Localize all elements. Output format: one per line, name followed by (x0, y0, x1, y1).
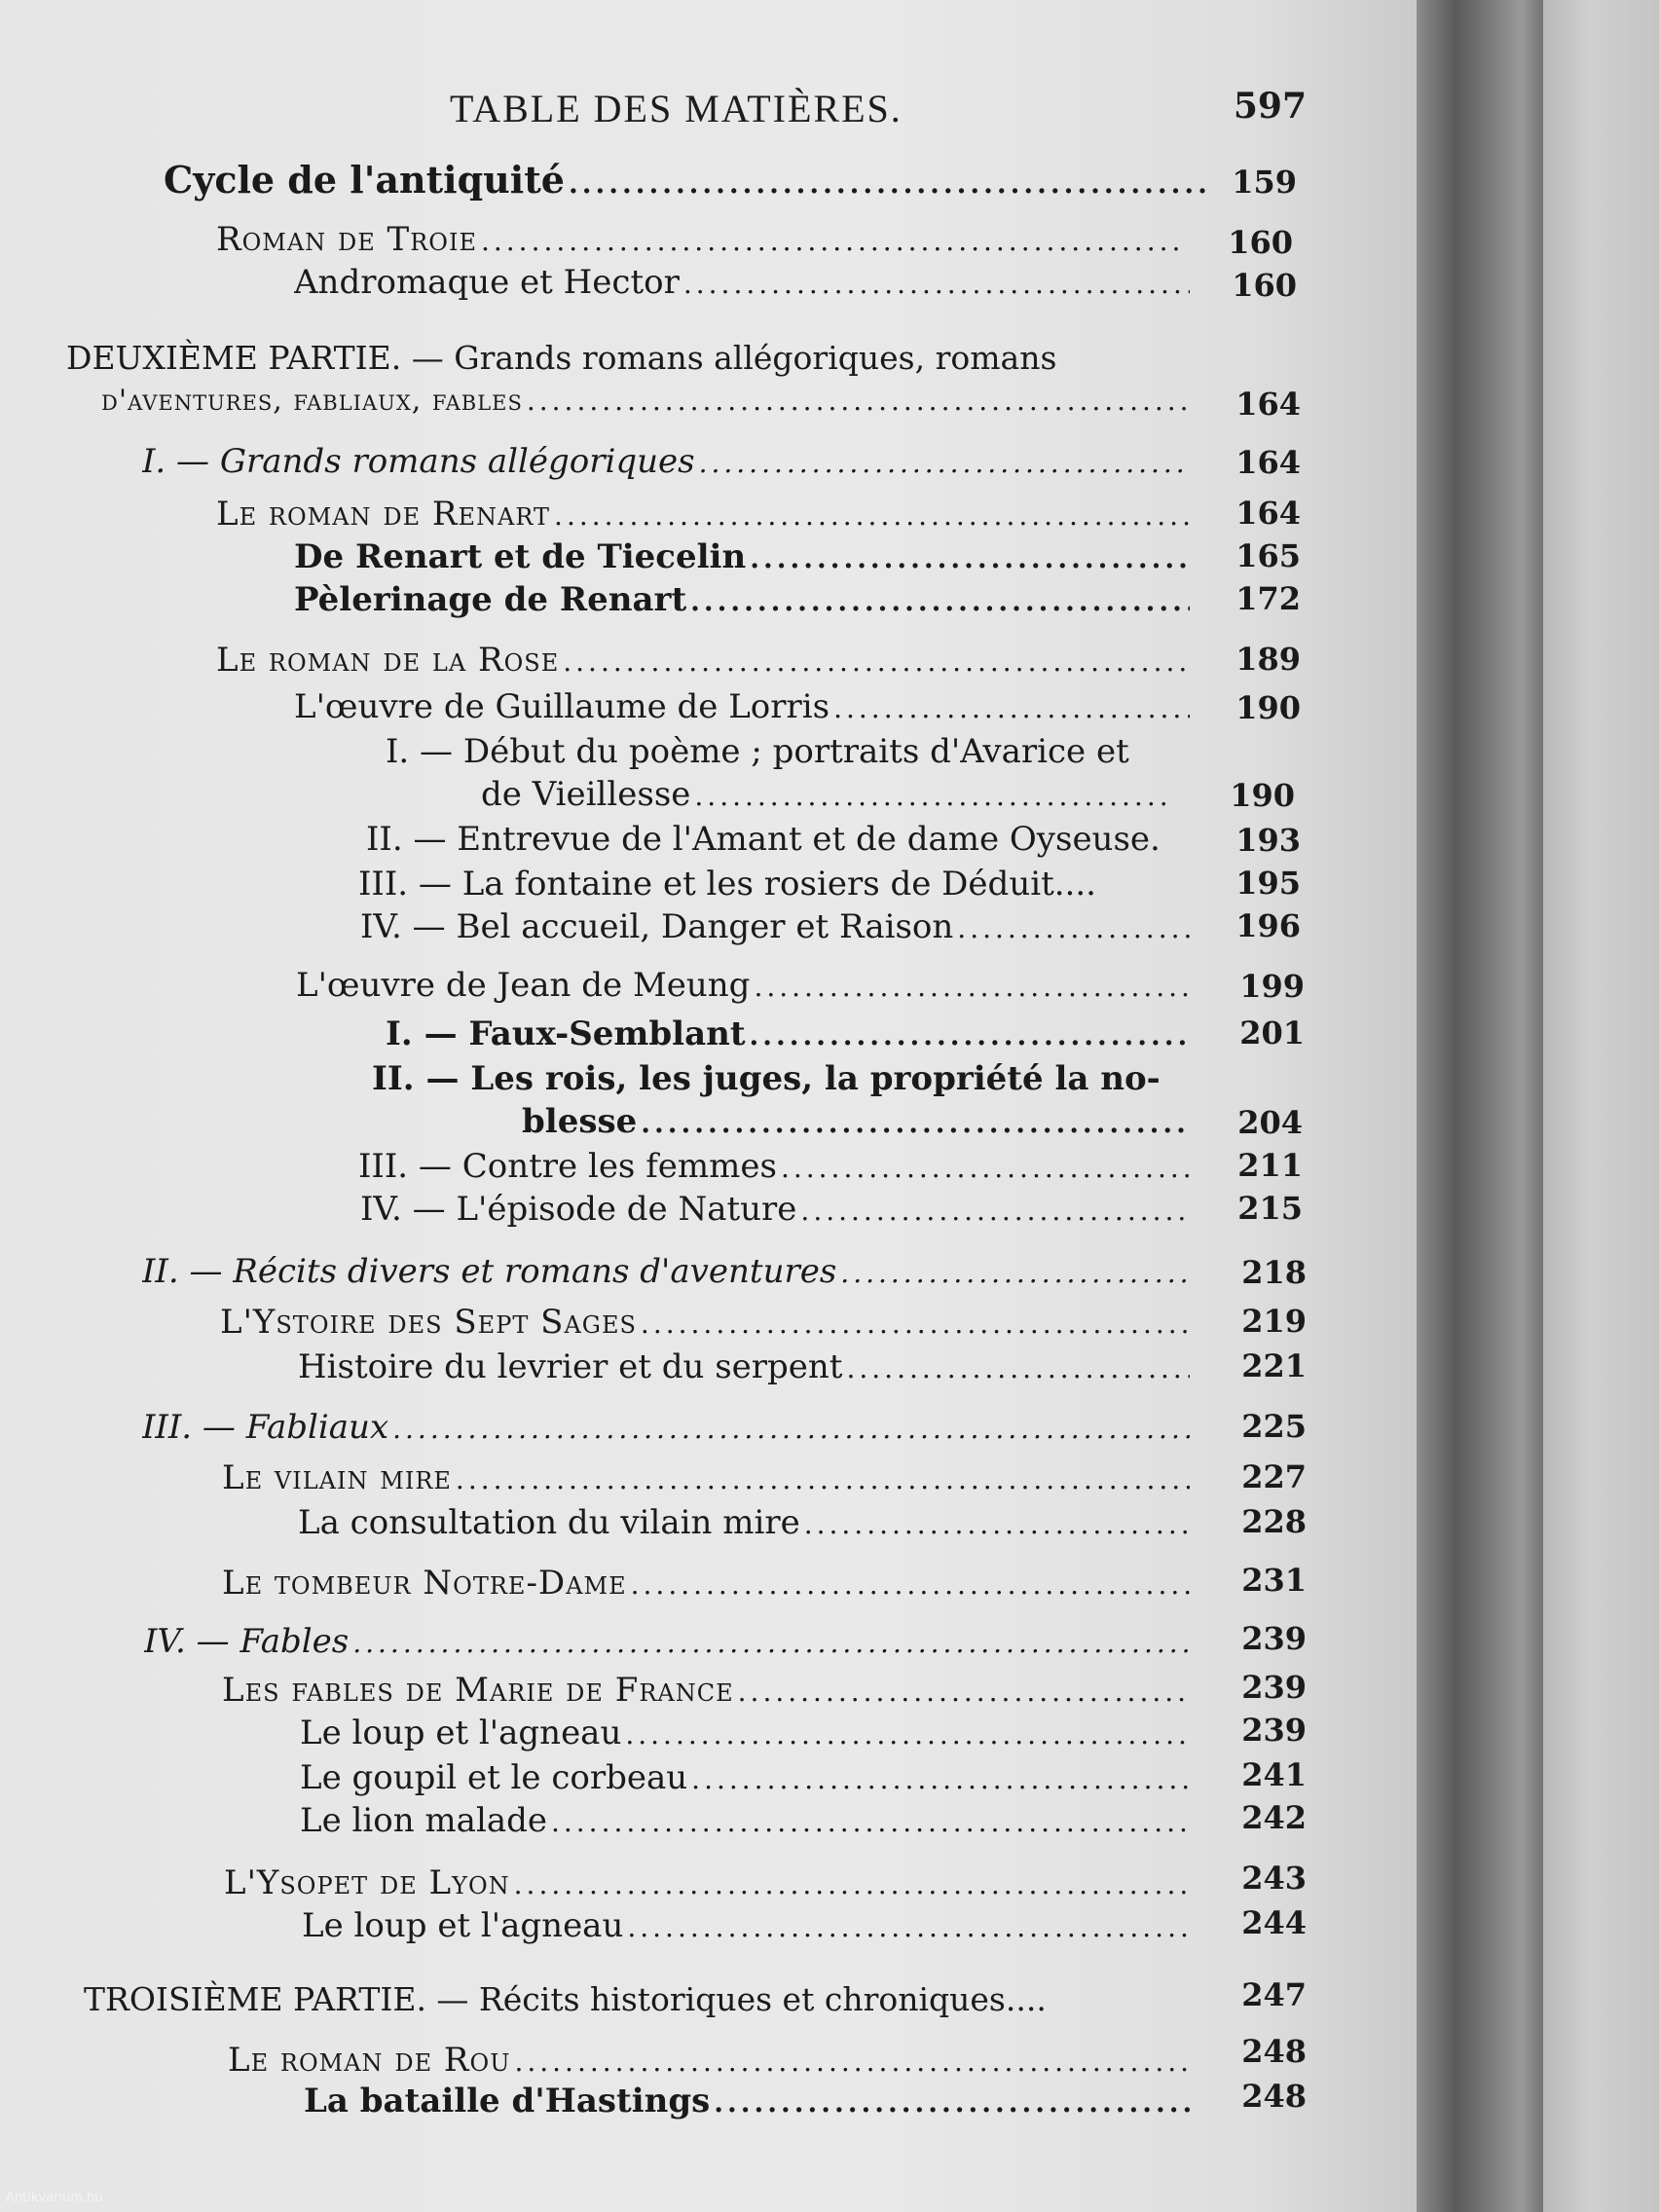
toc-entry-title: II. — Entrevue de l'Amant et de dame Oyseuse. (366, 820, 1161, 859)
toc-entry-title: Cycle de l'antiquité (164, 158, 565, 202)
toc-entry (294, 263, 1196, 302)
leader-dots (699, 447, 1190, 479)
toc-entry-page: 243 (1241, 1860, 1307, 1897)
leader-dots (631, 1568, 1190, 1601)
toc-entry (222, 1671, 1196, 1710)
toc-entry-page: 227 (1241, 1458, 1307, 1495)
leader-dots (694, 780, 1174, 812)
leader-dots (750, 1019, 1190, 1051)
leader-dots (750, 542, 1190, 574)
toc-entry (294, 687, 1196, 726)
leader-dots (481, 225, 1184, 257)
toc-entry-page: 204 (1237, 1104, 1303, 1141)
toc-entry-title: La bataille d'Hastings (304, 2082, 711, 2120)
toc-entry-page: 211 (1237, 1147, 1303, 1184)
toc-entry-title: Les fables de Marie de France (222, 1671, 734, 1710)
toc-entry-title: Histoire du levrier et du serpent (298, 1347, 843, 1386)
toc-entry-page: 199 (1239, 968, 1305, 1005)
toc-entry-title: III. — Contre les femmes (358, 1147, 777, 1186)
leader-dots (714, 2086, 1190, 2119)
toc-entry-title: L'Ystoire des Sept Sages (220, 1303, 637, 1342)
toc-entry (224, 1863, 1196, 1902)
toc-entry-title: Pèlerinage de Renart (294, 580, 687, 619)
leader-dots (690, 585, 1190, 617)
toc-entry (296, 966, 1196, 1005)
toc-entry-page: 190 (1230, 777, 1295, 814)
leader-dots (738, 1676, 1190, 1708)
toc-entry (386, 1014, 1196, 1053)
toc-entry-title: I. — Grands romans allégoriques (142, 442, 695, 481)
toc-entry (294, 537, 1196, 576)
toc-entry (142, 1408, 1196, 1447)
toc-entry (522, 1102, 1196, 1141)
toc-entry-page: 239 (1241, 1620, 1307, 1657)
watermark: Antikvarium.hu (6, 2191, 103, 2205)
toc-entry (298, 1503, 1196, 1542)
leader-dots (781, 1152, 1190, 1184)
toc-entry-page: 190 (1235, 689, 1301, 726)
toc-entry-page: 160 (1232, 267, 1297, 304)
leader-dots (627, 1911, 1190, 1943)
toc-entry-title: IV. — L'épisode de Nature (360, 1190, 797, 1229)
toc-entry-page: 218 (1241, 1254, 1307, 1291)
toc-entry-page: 239 (1241, 1669, 1307, 1706)
leader-dots (352, 1627, 1190, 1659)
toc-entry-title: Le loup et l'agneau (300, 1714, 622, 1752)
toc-entry-page: 225 (1241, 1408, 1307, 1445)
toc-entry-title: IV. — Fables (144, 1622, 350, 1661)
toc-entry (142, 442, 1196, 481)
toc-entry-page: 219 (1241, 1303, 1307, 1340)
toc-entry-page: 228 (1241, 1503, 1307, 1540)
leader-dots (625, 1718, 1190, 1751)
toc-entry (360, 1190, 1196, 1229)
leader-dots (527, 385, 1190, 417)
toc-entry-title: Le roman de la Rose (216, 641, 560, 680)
book-spine (1417, 0, 1548, 2212)
toc-entry-page: 248 (1241, 2033, 1307, 2070)
toc-entry-title: Le loup et l'agneau (302, 1906, 624, 1945)
toc-entry-title: III. — Fabliaux (142, 1408, 389, 1447)
leader-dots (833, 692, 1190, 724)
toc-entry-page: 241 (1241, 1756, 1307, 1793)
toc-entry (481, 775, 1180, 814)
toc-entry-page: 193 (1235, 822, 1301, 859)
toc-entry (304, 2082, 1196, 2120)
toc-entry-page: 159 (1232, 164, 1297, 201)
part-heading: DEUXIÈME PARTIE. — Grands romans allégoriques, romans (66, 339, 1057, 377)
toc-entry-title: L'Ysopet de Lyon (224, 1863, 510, 1902)
toc-entry-title: blesse (522, 1102, 638, 1141)
toc-entry (294, 580, 1196, 619)
toc-entry (142, 1252, 1196, 1291)
toc-entry-title: L'œuvre de Guillaume de Lorris (294, 687, 830, 726)
running-header-page-number: 597 (1233, 86, 1307, 127)
toc-entry (164, 158, 1215, 202)
leader-dots (683, 268, 1190, 300)
toc-entry (101, 384, 1196, 418)
toc-entry-page: 164 (1235, 495, 1301, 532)
toc-entry-page: 196 (1235, 907, 1301, 944)
toc-entry-page: 239 (1241, 1712, 1307, 1749)
toc-entry-title: Le vilain mire (222, 1458, 452, 1497)
leader-dots (754, 971, 1190, 1003)
leader-dots (514, 1868, 1190, 1900)
leader-dots (563, 645, 1190, 678)
toc-entry (216, 495, 1196, 534)
toc-entry-page: 201 (1239, 1014, 1305, 1051)
toc-entry (228, 2041, 1196, 2080)
leader-dots (554, 499, 1190, 532)
toc-entry-page: 195 (1235, 865, 1301, 902)
toc-entry-title: Andromaque et Hector (294, 263, 680, 302)
leader-dots (641, 1308, 1190, 1340)
leader-dots (392, 1413, 1190, 1445)
toc-entry-title: III. — La fontaine et les rosiers de Déduit.... (358, 865, 1096, 903)
part-heading: TROISIÈME PARTIE. — Récits historiques et chroniques.... (84, 1980, 1047, 2018)
facing-page-edge (1543, 0, 1659, 2212)
toc-entry-title: IV. — Bel accueil, Danger et Raison (360, 907, 954, 946)
toc-entry (302, 1906, 1196, 1945)
toc-entry-page: 172 (1235, 580, 1301, 617)
toc-entry-page: 247 (1241, 1976, 1307, 2013)
toc-entry-title: d'aventures, fabliaux, fables (101, 384, 523, 418)
toc-entry (220, 1303, 1196, 1342)
toc-entry-page: 189 (1235, 641, 1301, 678)
toc-entry (358, 1147, 1196, 1186)
leader-dots (804, 1508, 1190, 1540)
toc-entry (144, 1622, 1196, 1661)
toc-entry-page: 231 (1241, 1562, 1307, 1599)
toc-entry (300, 1801, 1196, 1840)
toc-entry-page: 244 (1241, 1904, 1307, 1941)
leader-dots (569, 167, 1209, 200)
toc-entry (298, 1347, 1196, 1386)
toc-entry (300, 1714, 1196, 1752)
leader-dots (641, 1107, 1190, 1139)
toc-entry-page: 164 (1235, 386, 1301, 423)
toc-entry-title: L'œuvre de Jean de Meung (296, 966, 751, 1005)
running-header-title: TABLE DES MATIÈRES. (450, 87, 903, 130)
toc-entry-title: II. — Récits divers et romans d'aventures (142, 1252, 837, 1291)
toc-entry-page: 165 (1235, 537, 1301, 574)
toc-entry (216, 220, 1190, 259)
toc-entry (222, 1458, 1196, 1497)
toc-entry-title: de Vieillesse (481, 775, 691, 814)
toc-entry-page: 160 (1228, 224, 1293, 261)
toc-entry-title: Le roman de Rou (228, 2041, 511, 2080)
toc-entry-title: I. — Faux-Semblant (386, 1014, 746, 1053)
toc-entry-title: Roman de Troie (216, 220, 477, 259)
toc-entry-title: La consultation du vilain mire (298, 1503, 800, 1542)
leader-dots (514, 2046, 1190, 2078)
leader-dots (840, 1257, 1190, 1289)
leader-dots (691, 1763, 1190, 1795)
toc-entry-title-line1: II. — Les rois, les juges, la propriété la no- (372, 1059, 1161, 1098)
leader-dots (846, 1352, 1190, 1384)
leader-dots (800, 1195, 1190, 1227)
leader-dots (456, 1463, 1190, 1495)
toc-entry-title: Le lion malade (300, 1801, 547, 1840)
leader-dots (957, 912, 1190, 944)
toc-entry-title: De Renart et de Tiecelin (294, 537, 747, 576)
leader-dots (551, 1806, 1190, 1838)
toc-entry (360, 907, 1196, 946)
toc-entry-title: Le goupil et le corbeau (300, 1758, 688, 1797)
toc-entry-page: 215 (1237, 1190, 1303, 1227)
toc-entry (222, 1564, 1196, 1603)
toc-entry (300, 1758, 1196, 1797)
toc-entry-page: 242 (1241, 1799, 1307, 1836)
toc-entry-page: 248 (1241, 2078, 1307, 2115)
toc-entry-title: Le roman de Renart (216, 495, 551, 534)
toc-entry-title-line1: I. — Début du poème ; portraits d'Avarice et (386, 732, 1129, 771)
toc-entry (216, 641, 1196, 680)
toc-entry-page: 164 (1235, 444, 1301, 481)
toc-entry-title: Le tombeur Notre-Dame (222, 1564, 627, 1603)
toc-entry-page: 221 (1241, 1347, 1307, 1384)
